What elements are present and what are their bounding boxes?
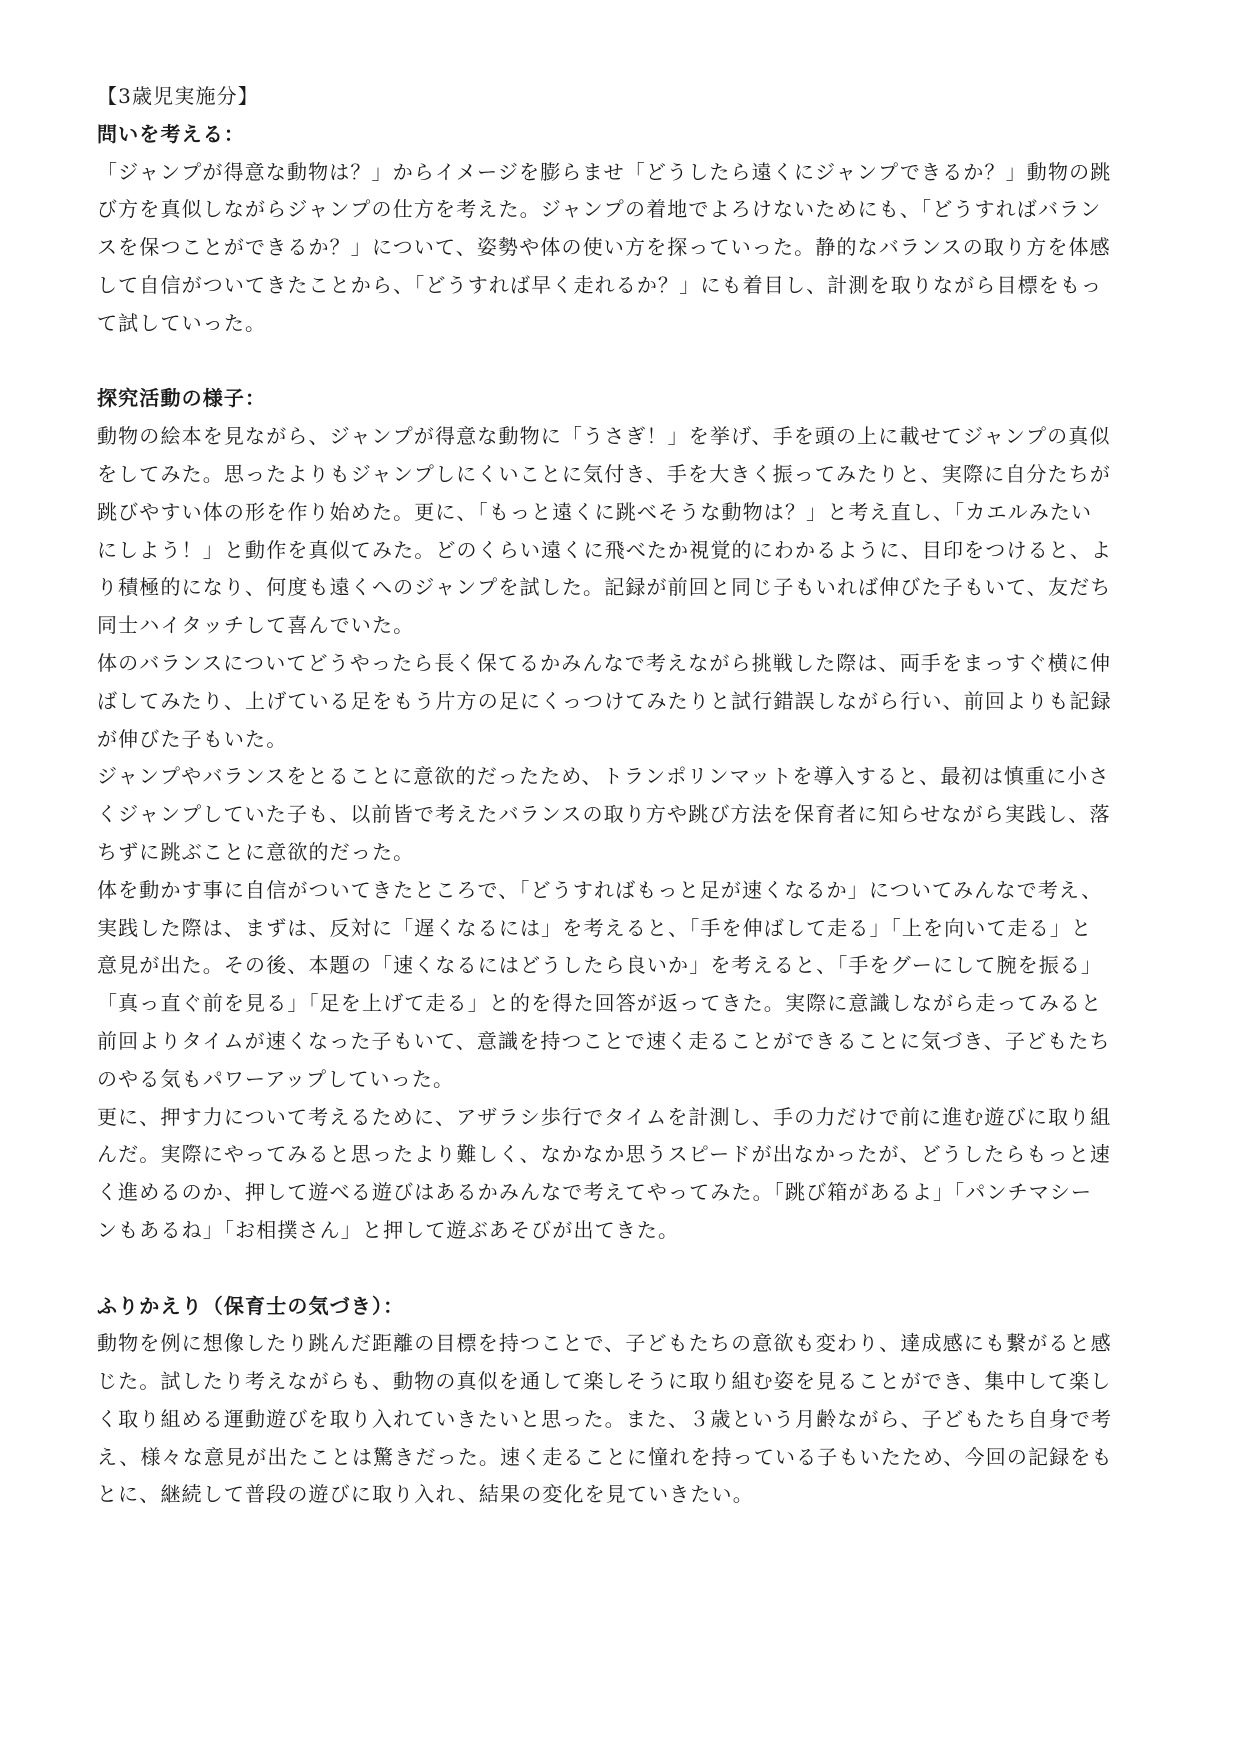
paragraph-line: ジャンプやバランスをとることに意欲的だったため、トランポリンマットを導入すると、最初は慎重に小さ bbox=[97, 764, 1110, 789]
section-heading: 探究活動の様子： bbox=[97, 386, 267, 411]
paragraph-line: く進めるのか、押して遊べる遊びはあるかみんなで考えてやってみた。「跳び箱があるよ」「パンチマシー bbox=[97, 1180, 1093, 1205]
paragraph-line: 同士ハイタッチして喜んでいた。 bbox=[97, 613, 415, 638]
paragraph-line: り積極的になり、何度も遠くへのジャンプを試した。記録が前回と同じ子もいれば伸びた子もいて、友だち bbox=[97, 575, 1112, 600]
paragraph-line: にしよう！」と動作を真似てみた。どのくらい遠くに飛べたか視覚的にわかるように、目印をつけると、よ bbox=[97, 537, 1113, 562]
paragraph-line: とに、継続して普段の遊びに取り入れ、結果の変化を見ていきたい。 bbox=[97, 1482, 754, 1507]
section-activity bbox=[97, 380, 1157, 1249]
paragraph-line: 「ジャンプが得意な動物は？」からイメージを膨らませ「どうしたら遠くにジャンプできるか？」動物の跳 bbox=[97, 159, 1112, 184]
paragraph-line: んだ。実際にやってみると思ったより難しく、なかなか思うスピードが出なかったが、どうしたらもっと速 bbox=[97, 1142, 1111, 1167]
paragraph-line: 「真っ直ぐ前を見る」「足を上げて走る」と的を得た回答が返ってきた。実際に意識しながら走ってみると bbox=[97, 991, 1103, 1016]
section-heading: ふりかえり（保育士の気づき）： bbox=[97, 1293, 405, 1318]
paragraph-line: スを保つことができるか？」について、姿勢や体の使い方を探っていった。静的なバランスの取り方を体感 bbox=[97, 235, 1111, 260]
paragraph-line: 体を動かす事に自信がついてきたところで、「どうすればもっと足が速くなるか」についてみんなで考え、 bbox=[97, 877, 1103, 902]
section-heading: 問いを考える： bbox=[97, 121, 246, 146]
paragraph-line: て試していった。 bbox=[97, 310, 267, 335]
paragraph-line: ばしてみたり、上げている足をもう片方の足にくっつけてみたりと試行錯誤しながら行い、前回よりも記録 bbox=[97, 688, 1112, 713]
paragraph-line: ンもあるね」「お相撲さん」と押して遊ぶあそびが出てきた。 bbox=[97, 1217, 680, 1242]
paragraph-line: 前回よりタイムが速くなった子もいて、意識を持つことで速く走ることができることに気づき、子どもたち bbox=[97, 1028, 1111, 1053]
paragraph-line: 動物を例に想像したり跳んだ距離の目標を持つことで、子どもたちの意欲も変わり、達成感にも繋がると感 bbox=[97, 1331, 1112, 1356]
section-gap bbox=[97, 343, 1157, 381]
paragraph-line: く取り組める運動遊びを取り入れていきたいと思った。また、３歳という月齢ながら、子どもたち自身で考 bbox=[97, 1406, 1113, 1431]
section-gap bbox=[97, 1250, 1157, 1288]
document-page bbox=[97, 78, 1157, 1514]
paragraph-line: え、様々な意見が出たことは驚きだった。速く走ることに憧れを持っている子もいたため、今回の記録をも bbox=[97, 1444, 1113, 1469]
section-reflection bbox=[97, 1288, 1157, 1515]
paragraph-line: が伸びた子もいた。 bbox=[97, 726, 288, 751]
paragraph-line: 体のバランスについてどうやったら長く保てるかみんなで考えながら挑戦した際は、両手をまっすぐ横に伸 bbox=[97, 650, 1112, 675]
paragraph-line: くジャンプしていた子も、以前皆で考えたバランスの取り方や跳び方法を保育者に知らせながら実践し、落 bbox=[97, 802, 1111, 827]
section-questions bbox=[97, 116, 1157, 343]
paragraph-line: をしてみた。思ったよりもジャンプしにくいことに気付き、手を大きく振ってみたりと、実際に自分たちが bbox=[97, 461, 1111, 486]
paragraph-line: 実践した際は、まずは、反対に「遅くなるには」を考えると、「手を伸ばして走る」「上を向いて走る」と bbox=[97, 915, 1093, 940]
paragraph-line: び方を真似しながらジャンプの仕方を考えた。ジャンプの着地でよろけないためにも、「どうすればバラン bbox=[97, 197, 1102, 222]
paragraph-line: のやる気もパワーアップしていった。 bbox=[97, 1066, 455, 1091]
paragraph-line: 跳びやすい体の形を作り始めた。更に、「もっと遠くに跳べそうな動物は？」と考え直し、「カエルみたい bbox=[97, 499, 1093, 524]
document-label: 【3歳児実施分】 bbox=[97, 84, 259, 108]
paragraph-line: 動物の絵本を見ながら、ジャンプが得意な動物に「うさぎ！」を挙げ、手を頭の上に載せてジャンプの真似 bbox=[97, 424, 1111, 449]
paragraph-line: 意見が出た。その後、本題の「速くなるにはどうしたら良いか」を考えると、「手をグーにして腕を振る」 bbox=[97, 953, 1103, 978]
paragraph-line: 更に、押す力について考えるために、アザラシ歩行でタイムを計測し、手の力だけで前に進む遊びに取り組 bbox=[97, 1104, 1112, 1129]
paragraph-line: して自信がついてきたことから、「どうすれば早く走れるか？」にも着目し、計測を取りながら目標をもっ bbox=[97, 272, 1103, 297]
paragraph-line: じた。試したり考えながらも、動物の真似を通して楽しそうに取り組む姿を見ることができ、集中して楽し bbox=[97, 1369, 1112, 1394]
paragraph-line: ちずに跳ぶことに意欲的だった。 bbox=[97, 839, 415, 864]
